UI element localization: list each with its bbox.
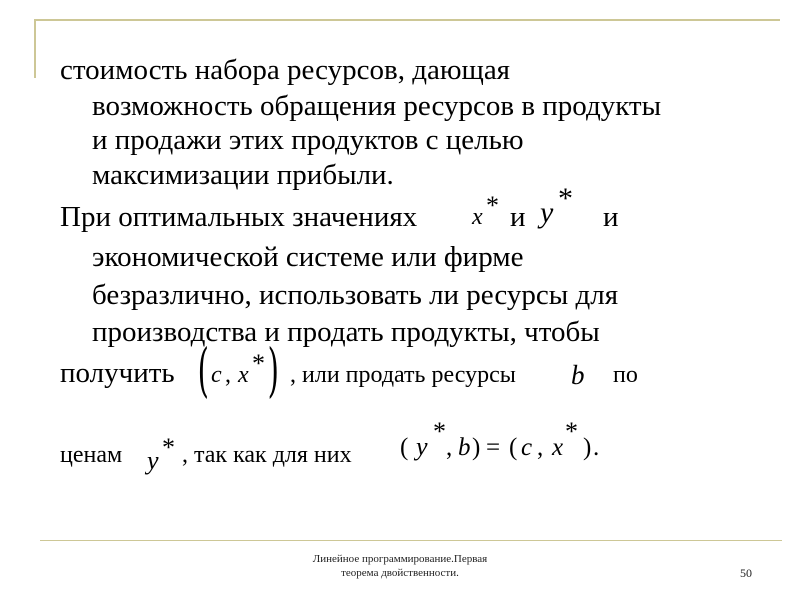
text-prices: ценам	[60, 442, 123, 468]
math-star: *	[162, 433, 175, 462]
math-star: *	[252, 349, 265, 378]
text-and-1: и	[510, 201, 526, 233]
math-c: c	[521, 434, 533, 461]
math-star: *	[565, 417, 578, 446]
math-paren-left: (	[197, 336, 209, 404]
bottom-rule	[40, 540, 782, 541]
math-paren-close-2: )	[583, 434, 592, 461]
footer-line-1: Линейное программирование.Первая	[312, 553, 488, 565]
math-comma: ,	[225, 362, 231, 388]
math-y: y	[147, 446, 159, 475]
text-line-3: и продажи этих продуктов с целью	[92, 124, 524, 156]
text-line-5: При оптимальных значениях	[60, 201, 418, 233]
text-line-4: максимизации прибыли.	[92, 159, 394, 191]
math-x: x	[238, 362, 249, 388]
text-line-2: возможность обращения ресурсов в продукты	[92, 90, 662, 122]
footer-line-2: теорема двойственности.	[341, 567, 459, 579]
text-and-2: и	[603, 201, 619, 233]
math-paren-open-2: (	[509, 434, 518, 461]
page-number: 50	[740, 566, 752, 580]
math-y: y	[416, 432, 428, 461]
footer-title	[250, 552, 550, 580]
math-paren-right: )	[267, 336, 279, 404]
text-line-8: производства и продать продукты, чтобы	[92, 316, 600, 348]
math-c: c	[211, 362, 222, 388]
math-star: *	[433, 417, 446, 446]
top-rule	[34, 19, 780, 21]
math-x: x	[472, 204, 483, 230]
math-star: *	[486, 191, 499, 220]
math-equals: =	[486, 434, 501, 461]
math-paren-open: (	[400, 434, 409, 461]
math-paren-close: )	[472, 434, 481, 461]
text-line-9: получить	[60, 357, 175, 389]
math-x: x	[552, 434, 564, 461]
math-period: .	[593, 434, 600, 461]
math-y: y	[540, 196, 554, 229]
math-star: *	[558, 182, 573, 215]
math-b: b	[458, 434, 471, 461]
text-since: , так как для них	[182, 442, 352, 468]
text-po: по	[613, 362, 638, 388]
math-b: b	[571, 360, 585, 390]
math-comma: ,	[446, 434, 453, 461]
text-line-6: экономической системе или фирме	[92, 241, 524, 273]
text-line-1: стоимость набора ресурсов, дающая	[60, 54, 511, 86]
text-line-7: безразлично, использовать ли ресурсы для	[92, 279, 619, 311]
text-or-sell: , или продать ресурсы	[290, 362, 516, 388]
math-comma: ,	[537, 434, 544, 461]
left-rule	[34, 19, 36, 78]
